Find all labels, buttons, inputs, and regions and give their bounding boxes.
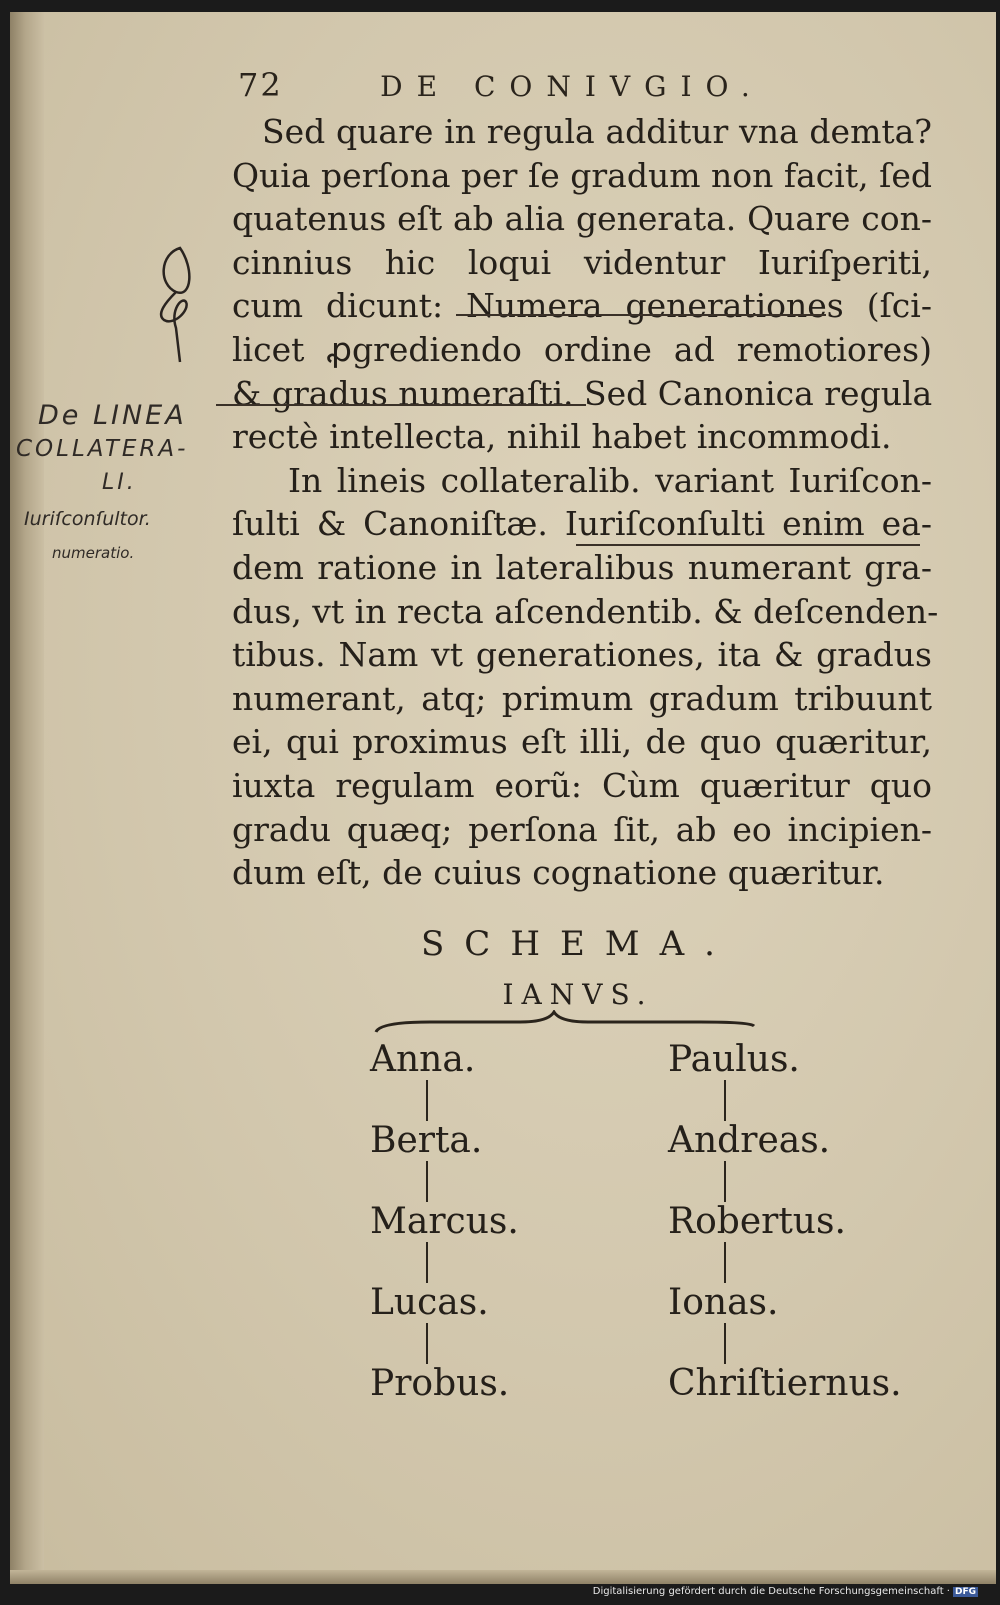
person-name: Anna. — [370, 1039, 476, 1080]
text-line: & gradus numeraſti. Sed Canonica regula — [232, 373, 933, 413]
text-line: cum dicunt: Numera generationes (ſci- — [232, 286, 932, 326]
footer-text: Digitalisierung gefördert durch die Deutsche Forschungsgemeinschaft · — [592, 1586, 950, 1597]
person-name: Marcus. — [370, 1201, 519, 1242]
marginal-note: De LINEA — [38, 400, 187, 431]
marginal-note: COLLATERA- — [16, 436, 189, 462]
person-name: Andreas. — [668, 1120, 831, 1161]
dfg-logo: DFG — [954, 1587, 976, 1597]
lineage-bar — [426, 1161, 428, 1202]
text-line: quatenus eſt ab alia generata. Quare con- — [232, 199, 932, 239]
page-bottom-edge — [10, 1570, 996, 1584]
text-line: dus, vt in recta aſcendentib. & deſcenden- — [232, 591, 939, 631]
book-page — [10, 12, 996, 1584]
ink-underline — [456, 314, 826, 316]
lineage-bar — [426, 1080, 428, 1121]
marginal-note: numeratio. — [52, 544, 135, 562]
text-line: iuxta regulam eorũ: Cùm quæritur quo — [232, 765, 932, 805]
brace-icon — [370, 1010, 770, 1040]
lineage-bar — [724, 1323, 726, 1364]
text-line: dem ratione in lateralibus numerant gra- — [232, 547, 932, 587]
genealogy-right-column — [668, 1040, 902, 1404]
marginal-note: LI. — [102, 470, 137, 495]
person-name: Robertus. — [668, 1201, 846, 1242]
ink-underline — [216, 404, 586, 406]
person-name: Lucas. — [370, 1282, 489, 1323]
running-title: DE CONIVGIO. — [380, 70, 764, 103]
text-line: licet ꝓgrediendo ordine ad remotiores) — [232, 329, 932, 369]
schema-title: SCHEMA. — [421, 924, 735, 964]
page-header — [238, 66, 938, 104]
text-line: Sed quare in regula additur vna demta? — [262, 112, 932, 151]
person-name: Probus. — [370, 1363, 510, 1404]
text-line: Quia perſona per ſe gradum non facit, ſed — [232, 155, 932, 195]
person-name: Chriſtiernus. — [668, 1363, 902, 1404]
text-line: dum eſt, de cuius cognatione quæritur. — [232, 853, 885, 893]
text-line: cinnius hic loqui videntur Iuriſperiti, — [232, 242, 932, 282]
genealogy-left-column — [370, 1040, 519, 1404]
text-line: numerant, atq; primum gradum tribuunt — [232, 678, 932, 718]
text-line: ei, qui proximus eſt illi, de quo quæritur, — [232, 722, 932, 762]
text-line: In lineis collateralib. variant Iuriſcon- — [288, 460, 932, 500]
ink-underline — [576, 544, 920, 546]
person-name: Berta. — [370, 1120, 483, 1161]
lineage-bar — [724, 1242, 726, 1283]
person-name: Ionas. — [668, 1282, 779, 1323]
marginal-symbol-icon — [146, 244, 206, 374]
text-line: ſulti & Canoniſtæ. Iuriſconſulti enim ea- — [232, 504, 932, 544]
lineage-bar — [426, 1323, 428, 1364]
text-line: rectè intellecta, nihil habet incommodi. — [232, 417, 892, 457]
page-number: 72 — [238, 66, 283, 104]
text-line: tibus. Nam vt generationes, ita & gradus — [232, 635, 932, 675]
text-line: gradu quæq; perſona ſit, ab eo incipien- — [232, 809, 932, 849]
lineage-bar — [724, 1080, 726, 1121]
marginal-note: Iuriſconſultor. — [24, 508, 151, 530]
lineage-bar — [426, 1242, 428, 1283]
book-gutter — [10, 12, 44, 1584]
digitization-footer — [593, 1586, 978, 1597]
lineage-bar — [724, 1161, 726, 1202]
body-text — [232, 110, 939, 895]
person-name: Paulus. — [668, 1039, 800, 1080]
schema-root: IANVS. — [502, 978, 654, 1011]
